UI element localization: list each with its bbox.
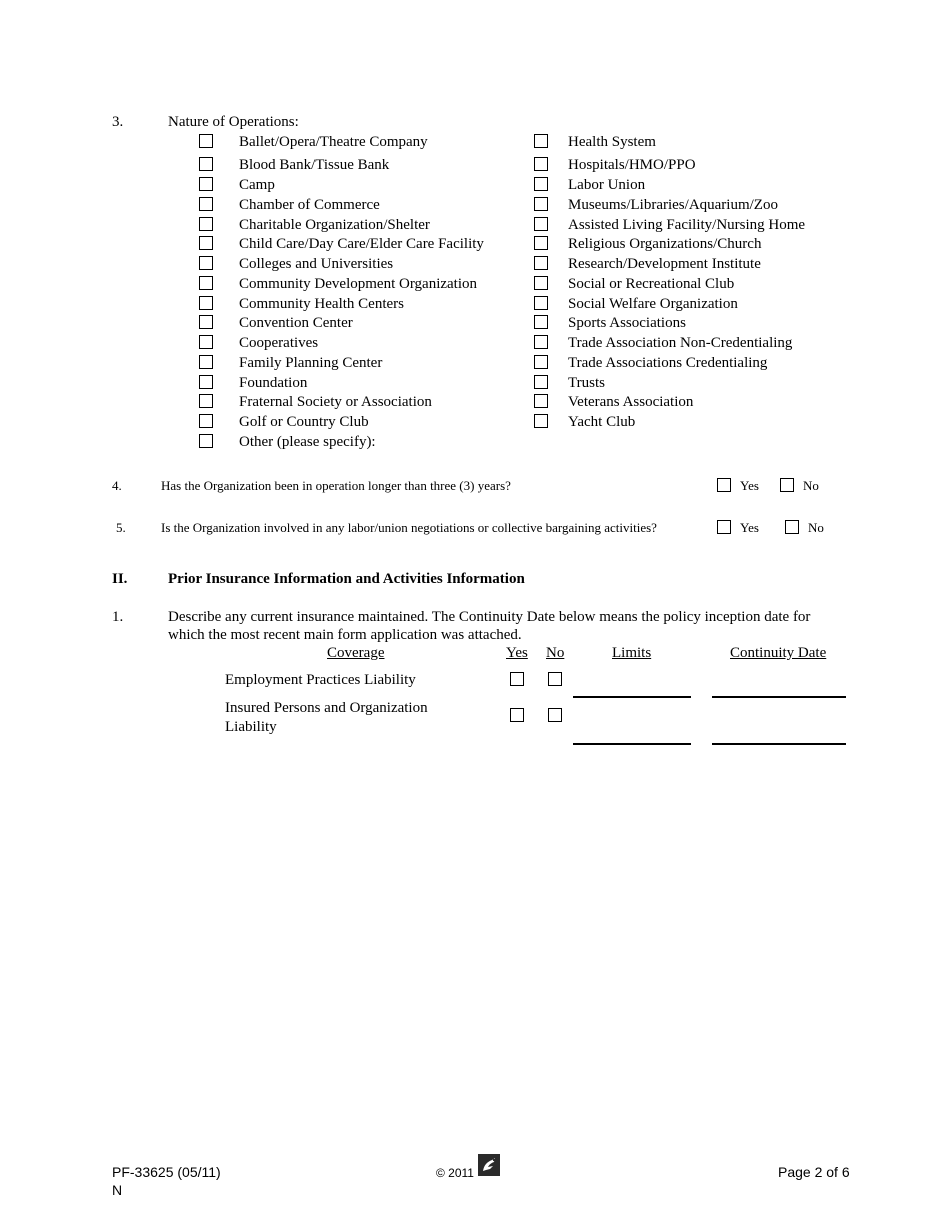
section-3-title: Nature of Operations:	[168, 114, 299, 130]
employment-practices-no-checkbox[interactable]	[548, 672, 562, 686]
operations-right-checkbox[interactable]	[534, 394, 548, 408]
footer-form-suffix: N	[112, 1182, 123, 1198]
operations-left-label: Camp	[239, 177, 275, 193]
operations-left-checkbox[interactable]	[199, 394, 213, 408]
question-4-text: Has the Organization been in operation longer than three (3) years?	[161, 478, 511, 493]
operations-right-checkbox[interactable]	[534, 134, 548, 148]
employment-practices-yes-checkbox[interactable]	[510, 672, 524, 686]
section-3-number: 3.	[112, 114, 124, 130]
operations-left-label: Convention Center	[239, 315, 353, 331]
operations-right-label: Yacht Club	[568, 414, 636, 430]
operations-right-label: Health System	[568, 134, 656, 150]
operations-right-checkbox[interactable]	[534, 256, 548, 270]
operations-left-label: Other (please specify):	[239, 434, 376, 450]
operations-right-checkbox[interactable]	[534, 375, 548, 389]
operations-right-label: Assisted Living Facility/Nursing Home	[568, 217, 806, 233]
operations-right-label: Museums/Libraries/Aquarium/Zoo	[568, 197, 778, 213]
operations-left-checkbox[interactable]	[199, 256, 213, 270]
insured-persons-limits-field[interactable]	[573, 743, 691, 745]
section-2-number: II.	[112, 571, 128, 587]
question-5-no-checkbox[interactable]	[785, 520, 799, 534]
operations-right-checkbox[interactable]	[534, 177, 548, 191]
operations-left-label: Foundation	[239, 375, 308, 391]
footer-form-number: PF-33625 (05/11)	[112, 1164, 221, 1180]
employment-practices-limits-field[interactable]	[573, 696, 691, 698]
operations-left-label: Family Planning Center	[239, 355, 383, 371]
footer-page-number: Page 2 of 6	[778, 1164, 850, 1180]
operations-right-label: Research/Development Institute	[568, 256, 761, 272]
question-5-text: Is the Organization involved in any labor/union negotiations or collective bargaining activities?	[161, 520, 657, 535]
insured-persons-yes-checkbox[interactable]	[510, 708, 524, 722]
operations-right-checkbox[interactable]	[534, 414, 548, 428]
coverage-row-insured-persons-line1: Insured Persons and Organization	[225, 700, 428, 716]
operations-left-checkbox[interactable]	[199, 315, 213, 329]
coverage-header: Coverage	[327, 645, 385, 661]
question-4-number: 4.	[112, 478, 122, 493]
insured-persons-continuity-date-field[interactable]	[712, 743, 846, 745]
operations-left-checkbox[interactable]	[199, 217, 213, 231]
question-5-number: 5.	[116, 520, 126, 535]
operations-right-label: Trusts	[568, 375, 605, 391]
operations-left-label: Blood Bank/Tissue Bank	[239, 157, 390, 173]
operations-left-checkbox[interactable]	[199, 296, 213, 310]
employment-practices-continuity-date-field[interactable]	[712, 696, 846, 698]
operations-right-checkbox[interactable]	[534, 217, 548, 231]
operations-left-label: Golf or Country Club	[239, 414, 369, 430]
operations-left-checkbox[interactable]	[199, 236, 213, 250]
operations-left-checkbox[interactable]	[199, 177, 213, 191]
insured-persons-no-checkbox[interactable]	[548, 708, 562, 722]
question-1-text-line2: which the most recent main form application was attached.	[168, 627, 522, 643]
operations-left-label: Child Care/Day Care/Elder Care Facility	[239, 236, 484, 252]
operations-left-checkbox[interactable]	[199, 355, 213, 369]
question-4-yes-label: Yes	[740, 478, 759, 493]
operations-left-label: Cooperatives	[239, 335, 319, 351]
operations-right-checkbox[interactable]	[534, 296, 548, 310]
operations-right-label: Social Welfare Organization	[568, 296, 738, 312]
yes-header: Yes	[506, 645, 528, 661]
operations-left-label: Chamber of Commerce	[239, 197, 380, 213]
footer-copyright: © 2011	[436, 1166, 474, 1180]
question-5-no-label: No	[808, 520, 824, 535]
operations-right-label: Religious Organizations/Church	[568, 236, 762, 252]
operations-left-checkbox[interactable]	[199, 375, 213, 389]
operations-right-label: Veterans Association	[568, 394, 694, 410]
operations-right-checkbox[interactable]	[534, 276, 548, 290]
operations-left-checkbox[interactable]	[199, 434, 213, 448]
question-5-yes-checkbox[interactable]	[717, 520, 731, 534]
question-4-no-checkbox[interactable]	[780, 478, 794, 492]
operations-right-checkbox[interactable]	[534, 355, 548, 369]
operations-left-checkbox[interactable]	[199, 414, 213, 428]
operations-left-checkbox[interactable]	[199, 134, 213, 148]
operations-left-label: Colleges and Universities	[239, 256, 394, 272]
operations-left-checkbox[interactable]	[199, 335, 213, 349]
operations-right-label: Trade Associations Credentialing	[568, 355, 768, 371]
coverage-row-insured-persons-line2: Liability	[225, 719, 277, 735]
operations-right-checkbox[interactable]	[534, 197, 548, 211]
operations-left-checkbox[interactable]	[199, 157, 213, 171]
operations-left-checkbox[interactable]	[199, 276, 213, 290]
limits-header: Limits	[612, 645, 652, 661]
question-4-yes-checkbox[interactable]	[717, 478, 731, 492]
operations-right-checkbox[interactable]	[534, 157, 548, 171]
section-2-title: Prior Insurance Information and Activities Information	[168, 571, 525, 587]
no-header: No	[546, 645, 565, 661]
operations-left-label: Community Health Centers	[239, 296, 404, 312]
continuity-date-header: Continuity Date	[730, 645, 827, 661]
operations-left-checkbox[interactable]	[199, 197, 213, 211]
operations-right-label: Labor Union	[568, 177, 646, 193]
coverage-row-employment-practices: Employment Practices Liability	[225, 672, 416, 688]
question-5-yes-label: Yes	[740, 520, 759, 535]
operations-right-label: Sports Associations	[568, 315, 686, 331]
company-logo-icon	[478, 1154, 500, 1176]
operations-left-label: Ballet/Opera/Theatre Company	[239, 134, 428, 150]
operations-right-label: Social or Recreational Club	[568, 276, 735, 292]
operations-left-label: Community Development Organization	[239, 276, 478, 292]
question-4-no-label: No	[803, 478, 819, 493]
operations-right-checkbox[interactable]	[534, 236, 548, 250]
operations-right-checkbox[interactable]	[534, 335, 548, 349]
question-1-text-line1: Describe any current insurance maintained. The Continuity Date below means the policy inception date for	[168, 609, 811, 625]
operations-right-label: Hospitals/HMO/PPO	[568, 157, 696, 173]
operations-left-label: Fraternal Society or Association	[239, 394, 432, 410]
question-1-number: 1.	[112, 609, 124, 625]
operations-right-checkbox[interactable]	[534, 315, 548, 329]
operations-left-label: Charitable Organization/Shelter	[239, 217, 430, 233]
operations-right-label: Trade Association Non-Credentialing	[568, 335, 793, 351]
